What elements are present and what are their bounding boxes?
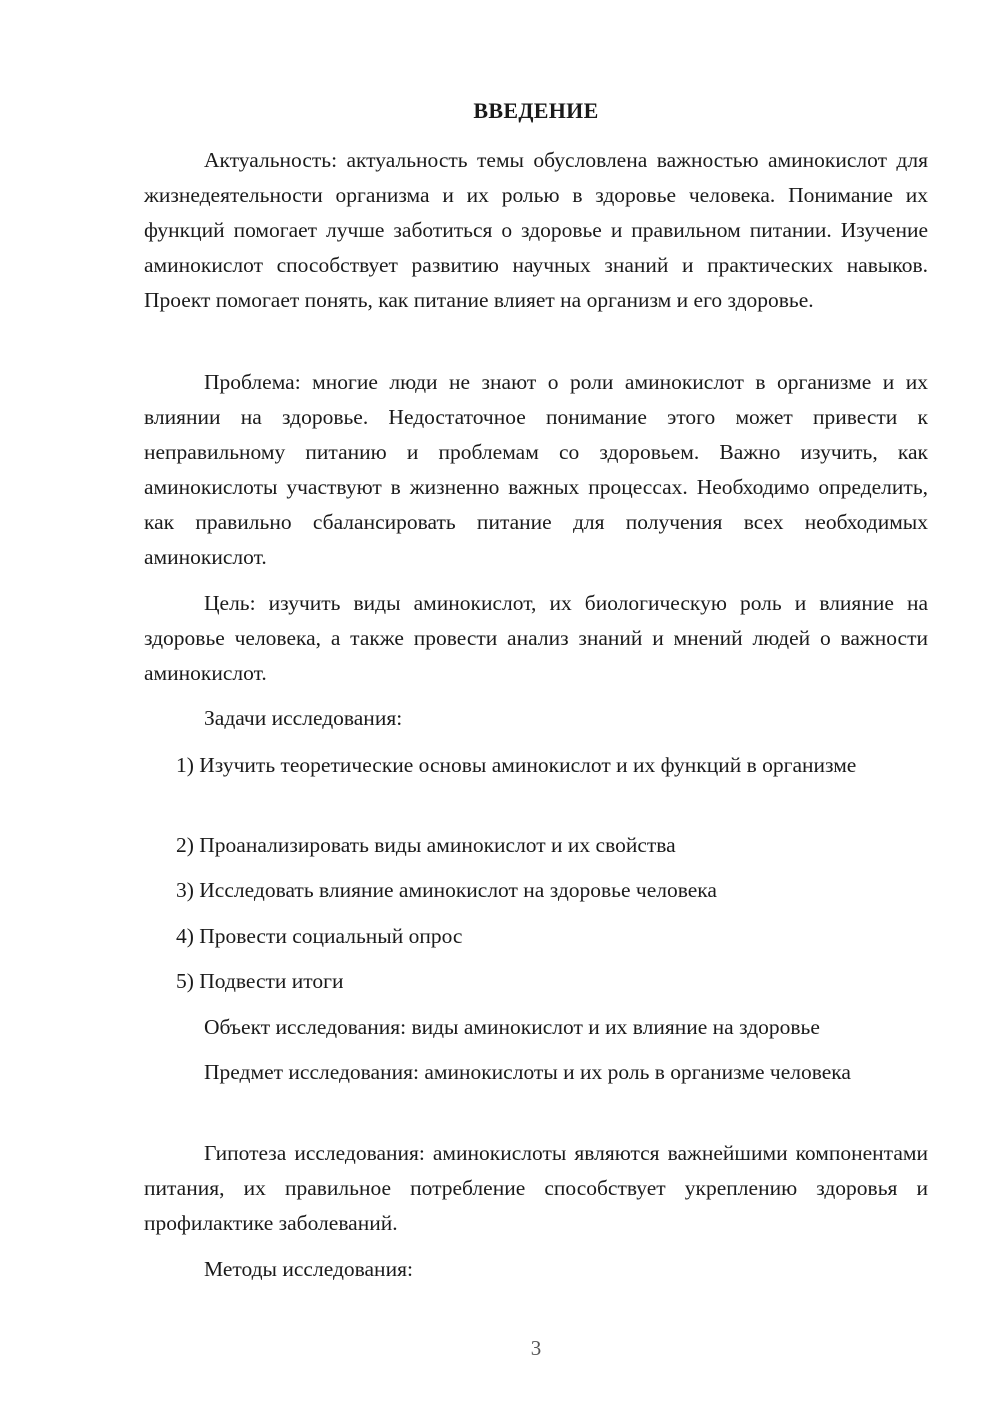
page-number: 3 bbox=[530, 1336, 542, 1360]
paragraph-relevance: Актуальность: актуальность темы обусловлена важностью аминокислот для жизнедеятельности организма и их ролью в здоровье человека. Понимание их функций помогает лучше заботиться о здоровье и правильном питании. Изучение аминокислот способствует развитию научных знаний и практических навыков. Проект помогает понять, как питание влияет на организм и его здоровье. bbox=[144, 148, 928, 312]
task-item-2: 2) Проанализировать виды аминокислот и их свойства bbox=[176, 833, 676, 857]
task-item-1: 1) Изучить теоретические основы аминокислот и их функций в организме bbox=[176, 753, 857, 777]
tasks-heading: Задачи исследования: bbox=[204, 706, 403, 730]
task-item-3: 3) Исследовать влияние аминокислот на здоровье человека bbox=[176, 878, 717, 902]
task-item-5: 5) Подвести итоги bbox=[176, 969, 344, 993]
paragraph-hypothesis: Гипотеза исследования: аминокислоты являются важнейшими компонентами питания, их правильное потребление способствует укреплению здоровья и профилактике заболеваний. bbox=[144, 1141, 928, 1235]
methods-heading: Методы исследования: bbox=[204, 1257, 413, 1281]
paragraph-subject: Предмет исследования: аминокислоты и их роль в организме человека bbox=[204, 1060, 851, 1084]
document-page bbox=[144, 0, 928, 1414]
paragraph-object: Объект исследования: виды аминокислот и их влияние на здоровье bbox=[204, 1015, 820, 1039]
paragraph-goal: Цель: изучить виды аминокислот, их биологическую роль и влияние на здоровье человека, а также провести анализ знаний и мнений людей о важности аминокислот. bbox=[144, 591, 928, 685]
paragraph-problem: Проблема: многие люди не знают о роли аминокислот в организме и их влиянии на здоровье. Недостаточное понимание этого может привести к неправильному питанию и проблемам со здоровьем. Важно изучить, как аминокислоты участвуют в жизненно важных процессах. Необходимо определить, как правильно сбалансировать питание для получения всех необходимых аминокислот. bbox=[144, 370, 928, 569]
page-title: ВВЕДЕНИЕ bbox=[473, 98, 599, 123]
task-item-4: 4) Провести социальный опрос bbox=[176, 924, 463, 948]
